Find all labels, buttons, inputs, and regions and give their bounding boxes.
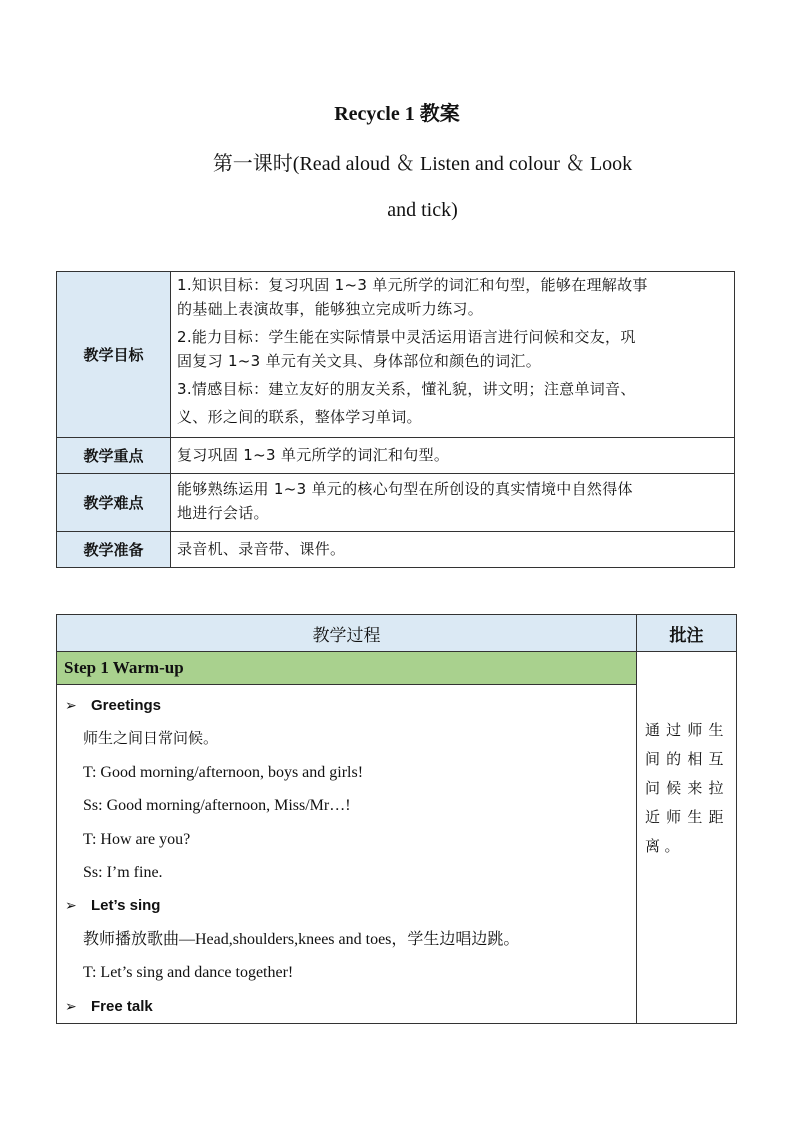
process-header-row bbox=[57, 615, 737, 652]
bullet-lets-sing: ➢ Let’s sing bbox=[57, 889, 636, 922]
note-header: 批注 bbox=[637, 615, 737, 652]
sing-line: 教师播放歌曲—Head,shoulders,knees and toes，学生边唱边跳。 bbox=[83, 930, 520, 948]
bullet-free-talk: ➢ Free talk bbox=[57, 990, 636, 1023]
key-points-row bbox=[57, 438, 735, 474]
difficulties-line: 地进行会话。 bbox=[177, 504, 269, 522]
key-points-label: 教学重点 bbox=[57, 438, 171, 474]
document-subtitle bbox=[150, 141, 695, 233]
key-points-content: 复习巩固 1~3 单元所学的词汇和句型。 bbox=[171, 438, 735, 474]
goal-line: 义、形之间的联系，整体学习单词。 bbox=[177, 408, 422, 426]
difficulties-label: 教学难点 bbox=[57, 474, 171, 532]
goal-line: 的基础上表演故事，能够独立完成听力练习。 bbox=[177, 300, 484, 318]
goal-line: 2.能力目标：学生能在实际情景中灵活运用语言进行问候和交友，巩 bbox=[177, 328, 636, 346]
process-header: 教学过程 bbox=[57, 615, 637, 652]
arrow-bullet-icon: ➢ bbox=[65, 897, 77, 914]
step-1-body bbox=[57, 685, 637, 1024]
arrow-bullet-icon: ➢ bbox=[65, 997, 77, 1014]
difficulties-content bbox=[171, 474, 735, 532]
step-1-title: Step 1 Warm-up bbox=[57, 652, 637, 685]
arrow-bullet-icon: ➢ bbox=[65, 697, 77, 713]
document-title: Recycle 1 教案 bbox=[334, 103, 460, 125]
preparation-row bbox=[57, 532, 735, 568]
goal-line: 固复习 1~3 单元有关文具、身体部位和颜色的词汇。 bbox=[177, 352, 541, 370]
goal-content bbox=[171, 272, 735, 438]
note-content: 通过师生间的相互问候来拉近师生距离。 bbox=[637, 652, 737, 1024]
preparation-content: 录音机、录音带、课件。 bbox=[171, 532, 735, 568]
subtitle-line-2: and tick) bbox=[387, 199, 458, 221]
difficulties-row bbox=[57, 474, 735, 532]
difficulties-line: 能够熟练运用 1~3 单元的核心句型在所创设的真实情境中自然得体 bbox=[177, 480, 633, 498]
objectives-table bbox=[56, 271, 735, 568]
goal-label: 教学目标 bbox=[57, 272, 171, 438]
preparation-label: 教学准备 bbox=[57, 532, 171, 568]
greeting-line: T: Good morning/afternoon, boys and girls! bbox=[83, 763, 364, 781]
step-row bbox=[57, 652, 737, 685]
subtitle-line-1: 第一课时(Read aloud ＆ Listen and colour ＆ Look bbox=[212, 153, 633, 175]
goal-line: 3.情感目标：建立友好的朋友关系，懂礼貌，讲文明；注意单词音、 bbox=[177, 380, 636, 398]
greeting-line: Ss: I’m fine. bbox=[83, 863, 163, 881]
sing-line: T: Let’s sing and dance together! bbox=[83, 964, 294, 982]
process-table bbox=[56, 614, 737, 1024]
bullet-greetings: ➢ Greetings bbox=[57, 689, 636, 722]
greeting-line: 师生之间日常问候。 bbox=[83, 729, 219, 748]
step-body-row bbox=[57, 685, 737, 1024]
goal-line: 1.知识目标：复习巩固 1~3 单元所学的词汇和句型，能够在理解故事 bbox=[177, 276, 648, 294]
greeting-line: Ss: Good morning/afternoon, Miss/Mr…! bbox=[83, 797, 351, 815]
greeting-line: T: How are you? bbox=[83, 830, 191, 848]
goal-row bbox=[57, 272, 735, 438]
